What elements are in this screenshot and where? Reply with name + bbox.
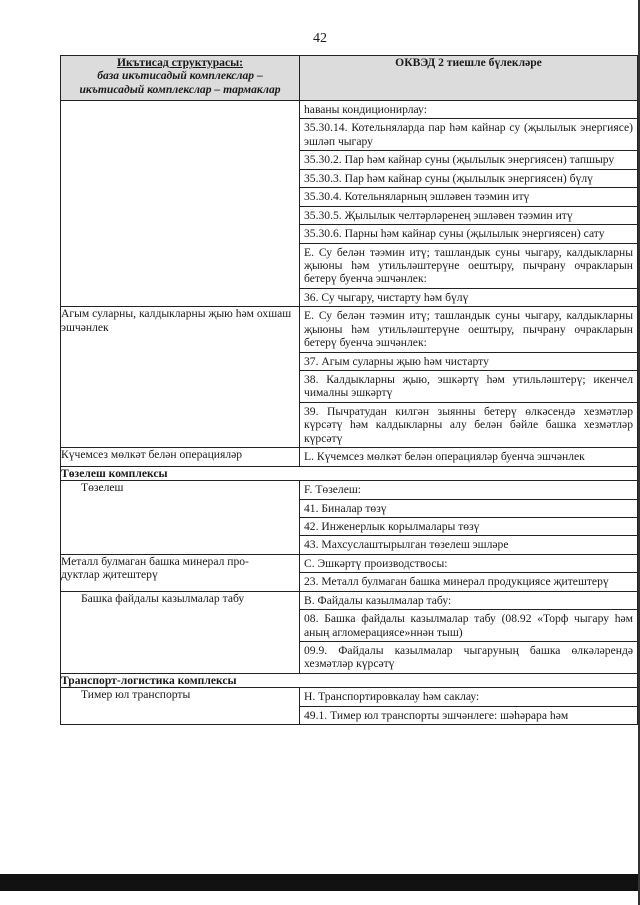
structure-cell: Агым суларны, калдыкларны җыю һәм охшаш эшчәнлек	[61, 307, 300, 448]
table-row	[61, 688, 638, 725]
table-row	[61, 554, 638, 591]
okved-item: 49.1. Тимер юл транспорты эшчәнлеге: шәһәрара һәм	[300, 706, 637, 724]
okved-cell	[300, 101, 638, 307]
okved-item: F. Төзелеш:	[304, 483, 362, 497]
structure-cell: Тимер юл транспорты	[61, 688, 300, 725]
okved-cell	[300, 448, 638, 466]
table-header-row	[61, 56, 638, 101]
section-title-transport: Транспорт-логистика комплексы	[61, 673, 638, 687]
okved-item: В. Файдалы казылмалар табу:	[304, 593, 452, 607]
okved-item: 43. Махсуслаштырылган төзелеш эшләре	[300, 535, 637, 553]
table-row	[61, 481, 638, 555]
section-row	[61, 466, 638, 480]
okved-item: С. Эшкәртү производствосы:	[304, 556, 448, 570]
page-number: 42	[313, 31, 327, 46]
okved-item: Е. Су белән тәэмин итү; ташландык суны чыгару, калдыкларны җыюны һәм утильләштерүне оештыру, пычрану очракларын бетерү буенча эшчәнлек:	[300, 243, 637, 288]
section-row	[61, 673, 638, 687]
okved-cell	[300, 554, 638, 591]
okved-table	[60, 55, 638, 725]
okved-item: 08. Башка файдалы казылмалар табу (08.92 «Торф чыгару һәм аның агломерациясе»ннән тыш)	[300, 609, 637, 641]
okved-item: 39. Пычратудан килгән зыянны бетерү өлкәсендә хезмәтләр күрсәтү һәм калдыкларны алу белән бәйле башка хезмәтләр күрсәтү	[300, 402, 637, 447]
table-row	[61, 101, 638, 307]
okved-item: L. Күчемсез мөлкәт белән операцияләр буенча эшчәнлек	[304, 450, 585, 464]
okved-item: 09.9. Файдалы казылмалар чыгаруның башка өлкәләрендә хезмәтләр күрсәтү	[300, 641, 637, 673]
header-structure-line1: Икътисад структурасы:	[116, 56, 244, 69]
okved-item: Н. Транспортировкалау һәм саклау:	[304, 690, 480, 704]
okved-item: 35.30.6. Парны һәм кайнар суны (җылылык энергиясен) сату	[300, 224, 637, 242]
okved-item: 23. Металл булмаган башка минерал продукциясе җитештерү	[300, 572, 637, 590]
structure-cell: Төзелеш	[61, 481, 300, 555]
table-row	[61, 448, 638, 466]
okved-item: 41. Биналар төзү	[300, 499, 637, 517]
okved-item: 35.30.2. Пар һәм кайнар суны (җылылык энергиясен) тапшыру	[300, 150, 637, 168]
okved-cell	[300, 481, 638, 555]
table-row	[61, 307, 638, 448]
scan-border-bottom	[0, 874, 640, 891]
okved-item: Е. Су белән тәэмин итү; ташландык суны чыгару, калдыкларны җыюны һәм утильләштерүне оештыру, пычрану очракларын бетерү буенча эшчәнлек:	[304, 309, 633, 350]
table-row	[61, 591, 638, 673]
header-okved-label: ОКВЭД 2 тиешле бүлекләре	[395, 56, 542, 69]
section-title-construction: Төзелеш комплексы	[61, 466, 638, 480]
structure-cell	[61, 101, 300, 307]
header-structure	[61, 56, 300, 101]
okved-cell	[300, 591, 638, 673]
okved-cell	[300, 307, 638, 448]
structure-cell	[61, 554, 300, 591]
header-structure-line2: база икътисадый комплекслар –	[97, 69, 263, 83]
okved-item: 35.30.3. Пар һәм кайнар суны (җылылык энергиясен) бүлү	[300, 169, 637, 187]
okved-item: 38. Калдыкларны җыю, эшкәртү һәм утильләштерү; икенчел чималны эшкәртү	[300, 370, 637, 402]
okved-item: һаваны кондиционирлау:	[304, 103, 427, 116]
structure-cell: Башка файдалы казылмалар табу	[61, 591, 300, 673]
okved-cell	[300, 688, 638, 725]
okved-item: 35.30.4. Котельняларның эшләвен тәэмин итү	[300, 187, 637, 205]
structure-cell-line2: дуктлар җитештерү	[61, 568, 158, 582]
okved-item: 35.30.5. Җылылык челтәрләренең эшләвен тәэмин итү	[300, 206, 637, 224]
okved-item: 35.30.14. Котельняларда пар һәм кайнар су (җылылык энергиясе) эшләп чыгару	[300, 118, 637, 150]
okved-item: 37. Агым суларны җыю һәм чистарту	[300, 352, 637, 370]
structure-cell-line1: Металл булмаган башка минерал про-	[61, 554, 249, 568]
structure-cell: Күчемсез мөлкәт белән операцияләр	[61, 448, 300, 466]
okved-item: 36. Су чыгару, чистарту һәм бүлү	[300, 288, 637, 306]
header-structure-line3: икътисадый комплекслар – тармаклар	[79, 82, 281, 96]
header-okved	[300, 56, 638, 101]
okved-item: 42. Инженерлык корылмалары төзү	[300, 517, 637, 535]
